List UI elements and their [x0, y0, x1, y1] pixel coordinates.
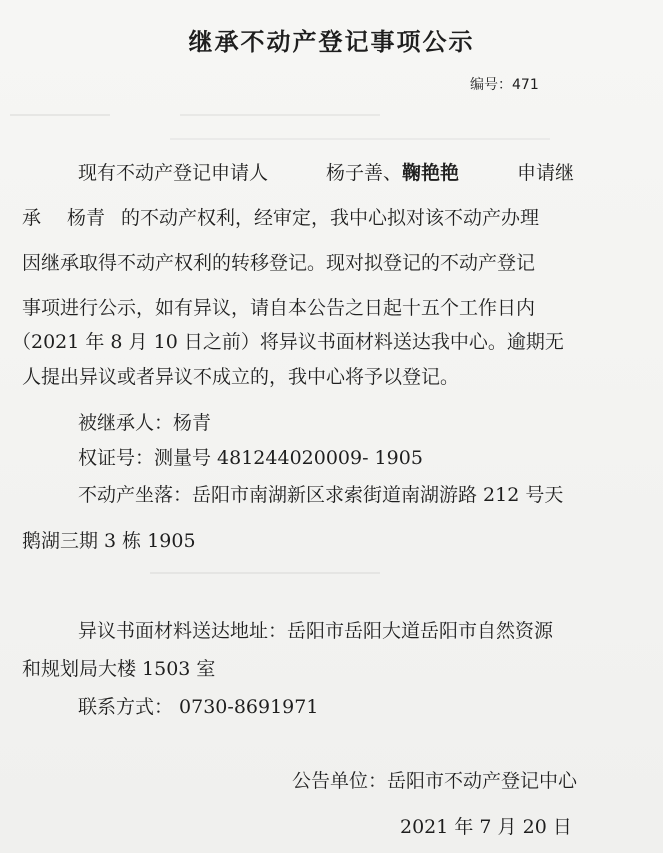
inherit-char: 承: [22, 207, 42, 229]
certificate-field: 权证号：测量号 481244020009- 1905: [78, 447, 423, 469]
paragraph-line-2: [22, 203, 539, 230]
page-title: 继承不动产登记事项公示: [188, 28, 475, 56]
address-field-line-1: 异议书面材料送达地址：岳阳市岳阳大道岳阳市自然资源: [78, 620, 554, 642]
applicant-name-2: 鞠艳艳: [402, 162, 460, 184]
paragraph-line-6: 人提出异议或者异议不成立的，我中心将予以登记。: [22, 366, 460, 388]
paragraph-line-5: （2021 年 8 月 10 日之前）将异议书面材料送达我中心。逾期无: [12, 331, 564, 353]
bleed-through-mark: [150, 562, 380, 574]
apply-inherit-text: 申请继: [517, 162, 575, 184]
bleed-through-mark: [170, 128, 550, 140]
bleed-through-mark: [10, 100, 110, 116]
decedent-name-inline: 杨青: [67, 207, 106, 229]
decedent-field: 被继承人：杨青: [78, 412, 212, 434]
paragraph-line-1: [78, 158, 574, 185]
applicant-intro: 现有不动产登记申请人: [78, 162, 269, 184]
paragraph-line-4: 事项进行公示，如有异议，请自本公告之日起十五个工作日内: [22, 297, 536, 319]
location-field-line-2: 鹅湖三期 3 栋 1905: [22, 530, 196, 552]
serial-number: 编号：471: [470, 77, 539, 93]
applicant-name-1: 杨子善、: [326, 162, 403, 184]
contact-field: 联系方式： 0730-8691971: [78, 696, 319, 718]
issuer-field: 公告单位：岳阳市不动产登记中心: [292, 770, 578, 792]
address-field-line-2: 和规划局大楼 1503 室: [22, 658, 216, 680]
issue-date: 2021 年 7 月 20 日: [400, 816, 572, 838]
bleed-through-mark: [180, 104, 380, 116]
location-field-line-1: 不动产坐落：岳阳市南湖新区求索街道南湖游路 212 号天: [78, 484, 564, 506]
paragraph-line-3: 因继承取得不动产权利的转移登记。现对拟登记的不动产登记: [22, 252, 536, 274]
paragraph-text: 的不动产权利，经审定，我中心拟对该不动产办理: [121, 207, 540, 229]
